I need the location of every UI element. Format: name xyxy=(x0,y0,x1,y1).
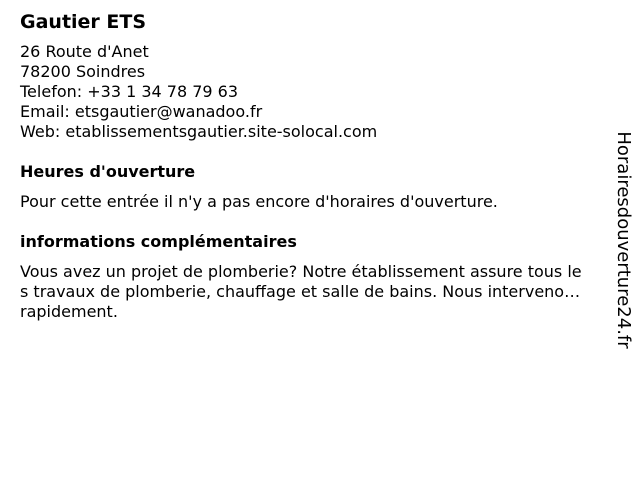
business-name: Gautier ETS xyxy=(20,11,147,33)
site-brand-label: Horairesdouverture24.fr xyxy=(613,131,634,349)
city-postcode: 78200 Soindres xyxy=(20,62,146,81)
phone-number[interactable]: Telefon: +33 1 34 78 79 63 xyxy=(20,82,239,101)
hours-text: Pour cette entrée il n'y a pas encore d'horaires d'ouverture. xyxy=(20,192,498,211)
business-card xyxy=(20,10,590,321)
street-address: 26 Route d'Anet xyxy=(20,42,149,61)
info-text: Vous avez un projet de plomberie? Notre établissement assure tous les travaux de plomberie, chauffage et salle de bains. Nous intervenons rapidement. xyxy=(20,262,583,321)
website-link[interactable]: Web: etablissementsgautier.site-solocal.com xyxy=(20,122,378,141)
hours-heading: Heures d'ouverture xyxy=(20,162,196,181)
info-heading: informations complémentaires xyxy=(20,232,297,251)
contact-block xyxy=(20,42,590,142)
email-address[interactable]: Email: etsgautier@wanadoo.fr xyxy=(20,102,263,121)
